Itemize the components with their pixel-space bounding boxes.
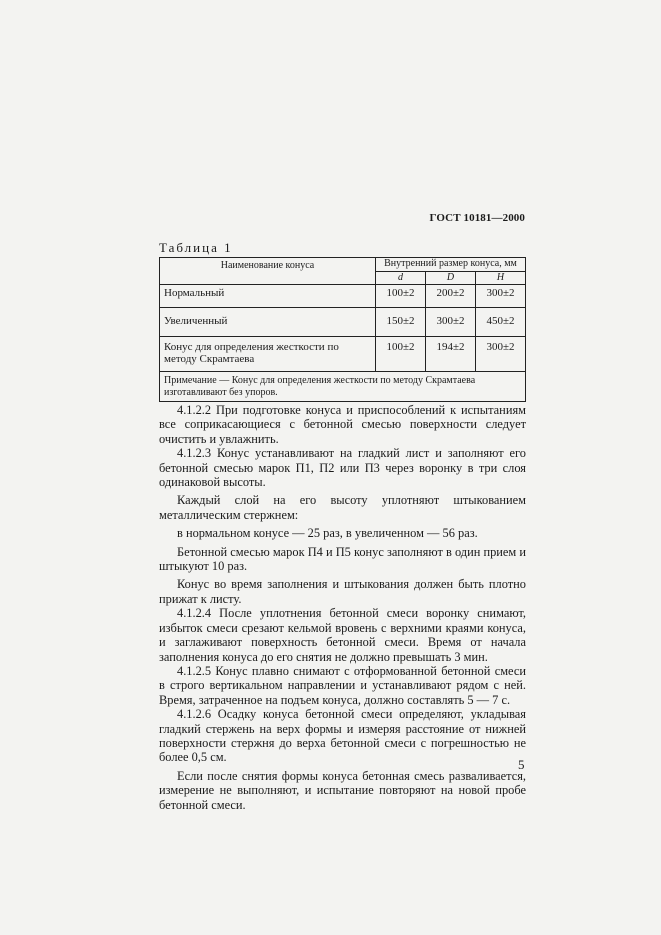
row-name: Конус для определения жесткости по методу Скрамтаева bbox=[160, 337, 376, 372]
row-value-H: 300±2 bbox=[475, 337, 525, 372]
row-value-d: 100±2 bbox=[376, 337, 426, 372]
row-value-D: 194±2 bbox=[425, 337, 475, 372]
row-value-D: 300±2 bbox=[425, 308, 475, 337]
table-row bbox=[160, 337, 526, 372]
paragraph: Бетонной смесью марок П4 и П5 конус заполняют в один прием и штыкуют 10 раз. bbox=[159, 544, 526, 574]
row-value-d: 150±2 bbox=[376, 308, 426, 337]
row-value-H: 450±2 bbox=[475, 308, 525, 337]
column-header-H: H bbox=[475, 272, 525, 285]
paragraph: 4.1.2.4 После уплотнения бетонной смеси воронку снимают, избыток смеси срезают кельмой вровень с верхними краями конуса, и заглаживают поверхность бетонной смеси. Время от начала заполнения конуса до его снятия не должно превышать 3 мин. bbox=[159, 606, 526, 664]
paragraph: Каждый слой на его высоту уплотняют штыкованием металлическим стержнем: bbox=[159, 493, 526, 522]
row-value-d: 100±2 bbox=[376, 285, 426, 308]
column-header-D: D bbox=[425, 272, 475, 285]
paragraph: 4.1.2.5 Конус плавно снимают с отформованной бетонной смеси в строго вертикальном направлении и устанавливают рядом с ней. Время, затраченное на подъем конуса, должно составлять 5 — 7 с. bbox=[159, 663, 526, 707]
row-name: Увеличенный bbox=[160, 308, 376, 337]
paragraph: Конус во время заполнения и штыкования должен быть плотно прижат к листу. bbox=[159, 577, 526, 606]
column-header-d: d bbox=[376, 272, 426, 285]
paragraph: 4.1.2.3 Конус устанавливают на гладкий лист и заполняют его бетонной смесью марок П1, П2 или П3 через воронку в три слоя одинаковой высоты. bbox=[159, 446, 526, 490]
body-text bbox=[159, 403, 526, 812]
paragraph: Если после снятия формы конуса бетонная смесь разваливается, измерение не выполняют, и испытание повторяют на новой пробе бетонной смеси. bbox=[159, 768, 526, 812]
paragraph: 4.1.2.6 Осадку конуса бетонной смеси определяют, укладывая гладкий стержень на верх формы и измеряя расстояние от нижней поверхности стержня до верха бетонной смеси с погрешностью не более 0,5 см. bbox=[159, 707, 526, 765]
row-name: Нормальный bbox=[160, 285, 376, 308]
column-header-size: Внутренний размер конуса, мм bbox=[376, 258, 526, 272]
row-value-H: 300±2 bbox=[475, 285, 525, 308]
table-note: Примечание — Конус для определения жесткости по методу Скрамтаева изготавливают без упоров. bbox=[160, 372, 526, 402]
page-number: 5 bbox=[518, 757, 525, 772]
paragraph: 4.1.2.2 При подготовке конуса и приспособлений к испытаниям все соприкасающиеся с бетонной смесью поверхности следует очистить и увлажнить. bbox=[159, 403, 526, 446]
column-header-name: Наименование конуса bbox=[160, 258, 376, 285]
table-title: Таблица 1 bbox=[159, 240, 233, 255]
paragraph: в нормальном конусе — 25 раз, в увеличенном — 56 раз. bbox=[177, 526, 478, 541]
document-code: ГОСТ 10181—2000 bbox=[429, 212, 525, 224]
table-row bbox=[160, 285, 526, 308]
cone-dimensions-table bbox=[159, 257, 526, 402]
row-value-D: 200±2 bbox=[425, 285, 475, 308]
table-row bbox=[160, 308, 526, 337]
